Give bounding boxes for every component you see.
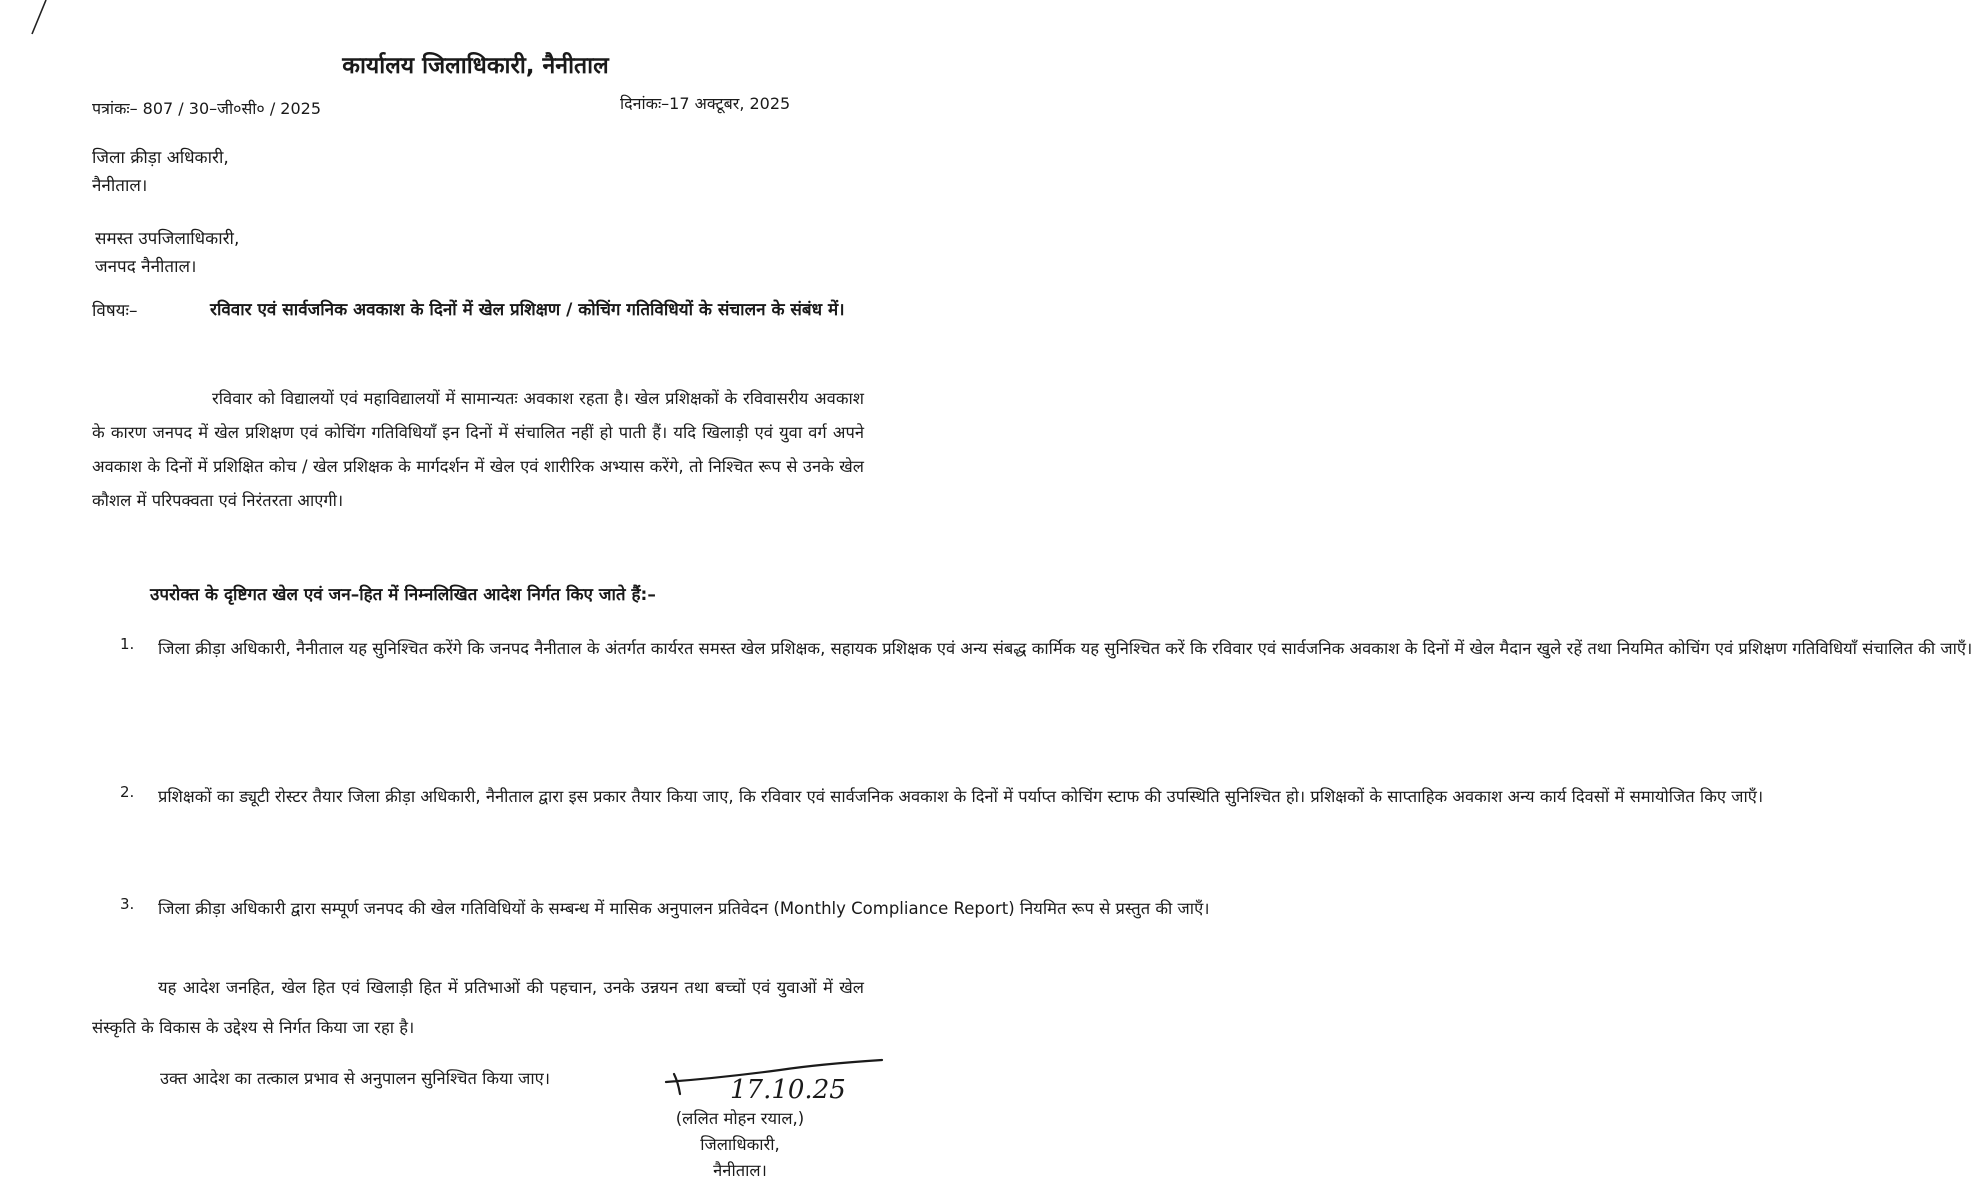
recipient-line: समस्त उपजिलाधिकारी, [95, 229, 240, 249]
signatory-name: (ललित मोहन रयाल,) [675, 1109, 805, 1128]
signatory-block [640, 1106, 840, 1184]
closing-paragraph: यह आदेश जनहित, खेल हित एवं खिलाड़ी हित में प्रतिभाओं की पहचान, उनके उन्नयन तथा बच्चों एवं युवाओं में खेल संस्कृति के विकास के उद्देश्य से निर्गत किया जा रहा है। [92, 978, 864, 1037]
recipient-line: जिला क्रीड़ा अधिकारी, [92, 148, 229, 168]
recipient-line: नैनीताल। [92, 176, 148, 196]
subject-label: विषयः– [92, 301, 138, 321]
signature-date: 17.10.25 [730, 1075, 846, 1105]
list-item-number: 3. [120, 895, 135, 913]
list-item-text: जिला क्रीड़ा अधिकारी, नैनीताल यह सुनिश्चित करेंगे कि जनपद नैनीताल के अंतर्गत कार्यरत समस्त खेल प्रशिक्षक, सहायक प्रशिक्षक एवं अन्य संबद्ध कार्मिक यह सुनिश्चित करें कि रविवार एवं सार्वजनिक अवकाश के दिनों में खेल मैदान खुले रहें तथा नियमित कोचिंग एवं प्रशिक्षण गतिविधियाँ संचालित की जाएँ। [158, 639, 1972, 658]
compliance-line: उक्त आदेश का तत्काल प्रभाव से अनुपालन सुनिश्चित किया जाए। [160, 1069, 551, 1088]
reference-number: पत्रांकः– 807 / 30–जी०सी० / 2025 [92, 99, 322, 118]
list-item-text: जिला क्रीड़ा अधिकारी द्वारा सम्पूर्ण जनपद की खेल गतिविधियों के सम्बन्ध में मासिक अनुपालन प्रतिवेदन (Monthly Compliance Report) नियमित रूप से प्रस्तुत की जाएँ। [158, 899, 1210, 918]
signatory-designation: जिलाधिकारी, [700, 1135, 780, 1154]
office-title: कार्यालय जिलाधिकारी, नैनीताल [342, 53, 609, 79]
letter-date: दिनांकः–17 अक्टूबर, 2025 [620, 94, 791, 113]
recipient-line: जनपद नैनीताल। [95, 257, 197, 277]
pen-mark [24, 0, 54, 36]
recipient-sub-collectors [95, 225, 239, 281]
handwritten-signature [660, 1052, 890, 1112]
list-item-number: 1. [120, 635, 135, 653]
orders-heading: उपरोक्त के दृष्टिगत खेल एवं जन–हित में निम्नलिखित आदेश निर्गत किए जाते हैं:– [150, 585, 656, 605]
subject-text: रविवार एवं सार्वजनिक अवकाश के दिनों में खेल प्रशिक्षण / कोचिंग गतिविधियों के संचालन के संबंध में। [210, 300, 845, 320]
recipient-sports-officer [92, 144, 229, 200]
intro-paragraph: रविवार को विद्यालयों एवं महाविद्यालयों में सामान्यतः अवकाश रहता है। खेल प्रशिक्षकों के रविवासरीय अवकाश के कारण जनपद में खेल प्रशिक्षण एवं कोचिंग गतिविधियाँ इन दिनों में संचालित नहीं हो पाती हैं। यदि खिलाड़ी एवं युवा वर्ग अपने अवकाश के दिनों में प्रशिक्षित कोच / खेल प्रशिक्षक के मार्गदर्शन में खेल एवं शारीरिक अभ्यास करेंगे, तो निश्चित रूप से उनके खेल कौशल में परिपक्वता एवं निरंतरता आएगी। [92, 389, 864, 510]
signatory-place: नैनीताल। [713, 1161, 767, 1180]
list-item-number: 2. [120, 783, 135, 801]
list-item-text: प्रशिक्षकों का ड्यूटी रोस्टर तैयार जिला क्रीड़ा अधिकारी, नैनीताल द्वारा इस प्रकार तैयार किया जाए, कि रविवार एवं सार्वजनिक अवकाश के दिनों में पर्याप्त कोचिंग स्टाफ की उपस्थिति सुनिश्चित हो। प्रशिक्षकों के साप्ताहिक अवकाश अन्य कार्य दिवसों में समायोजित किए जाएँ। [158, 787, 1764, 806]
